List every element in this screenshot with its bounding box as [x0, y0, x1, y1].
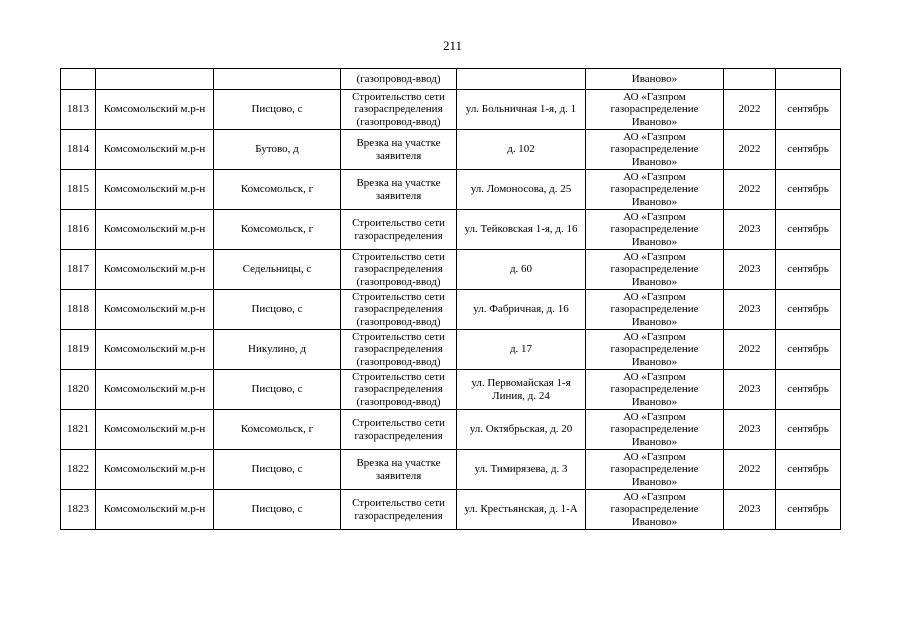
- locality-cell: Никулино, д: [214, 330, 341, 370]
- table-row: [61, 90, 841, 130]
- year-cell: 2023: [724, 490, 776, 530]
- table-row: [61, 210, 841, 250]
- address-cell: ул. Больничная 1-я, д. 1: [457, 90, 586, 130]
- row-number-cell: 1820: [61, 370, 96, 410]
- district-cell: [96, 69, 214, 90]
- year-cell: 2022: [724, 330, 776, 370]
- year-cell: 2022: [724, 170, 776, 210]
- locality-cell: Бутово, д: [214, 130, 341, 170]
- table-row: [61, 410, 841, 450]
- organization-cell: АО «Газпром газораспределение Иваново»: [586, 250, 724, 290]
- table-row: [61, 250, 841, 290]
- district-cell: Комсомольский м.р-н: [96, 370, 214, 410]
- year-cell: 2023: [724, 410, 776, 450]
- address-cell: д. 60: [457, 250, 586, 290]
- year-cell: 2022: [724, 450, 776, 490]
- work-type-cell: Строительство сети газораспределения: [341, 490, 457, 530]
- row-number-cell: 1816: [61, 210, 96, 250]
- district-cell: Комсомольский м.р-н: [96, 130, 214, 170]
- row-number-cell: 1823: [61, 490, 96, 530]
- month-cell: сентябрь: [776, 370, 841, 410]
- month-cell: сентябрь: [776, 210, 841, 250]
- organization-cell: АО «Газпром газораспределение Иваново»: [586, 210, 724, 250]
- year-cell: 2022: [724, 130, 776, 170]
- work-type-cell: Строительство сети газораспределения (газопровод-ввод): [341, 290, 457, 330]
- district-cell: Комсомольский м.р-н: [96, 290, 214, 330]
- locality-cell: Писцово, с: [214, 90, 341, 130]
- year-cell: 2023: [724, 210, 776, 250]
- table-row: [61, 330, 841, 370]
- organization-cell: Иваново»: [586, 69, 724, 90]
- locality-cell: Седельницы, с: [214, 250, 341, 290]
- page-number: 211: [442, 38, 463, 53]
- address-cell: ул. Октябрьская, д. 20: [457, 410, 586, 450]
- table-row: [61, 290, 841, 330]
- district-cell: Комсомольский м.р-н: [96, 170, 214, 210]
- work-type-cell: Врезка на участке заявителя: [341, 450, 457, 490]
- row-number-cell: 1817: [61, 250, 96, 290]
- locality-cell: Комсомольск, г: [214, 410, 341, 450]
- row-number-cell: 1822: [61, 450, 96, 490]
- month-cell: сентябрь: [776, 250, 841, 290]
- year-cell: 2023: [724, 370, 776, 410]
- district-cell: Комсомольский м.р-н: [96, 210, 214, 250]
- organization-cell: АО «Газпром газораспределение Иваново»: [586, 90, 724, 130]
- organization-cell: АО «Газпром газораспределение Иваново»: [586, 450, 724, 490]
- work-type-cell: (газопровод-ввод): [341, 69, 457, 90]
- address-cell: ул. Первомайская 1-я Линия, д. 24: [457, 370, 586, 410]
- table-row: [61, 490, 841, 530]
- month-cell: сентябрь: [776, 170, 841, 210]
- month-cell: сентябрь: [776, 290, 841, 330]
- work-type-cell: Строительство сети газораспределения (газопровод-ввод): [341, 90, 457, 130]
- work-type-cell: Строительство сети газораспределения (газопровод-ввод): [341, 250, 457, 290]
- row-number-cell: 1814: [61, 130, 96, 170]
- month-cell: сентябрь: [776, 450, 841, 490]
- address-cell: д. 102: [457, 130, 586, 170]
- year-cell: 2023: [724, 250, 776, 290]
- table-row: [61, 450, 841, 490]
- district-cell: Комсомольский м.р-н: [96, 330, 214, 370]
- work-type-cell: Врезка на участке заявителя: [341, 170, 457, 210]
- address-cell: ул. Ломоносова, д. 25: [457, 170, 586, 210]
- organization-cell: АО «Газпром газораспределение Иваново»: [586, 330, 724, 370]
- year-cell: 2023: [724, 290, 776, 330]
- row-number-cell: 1821: [61, 410, 96, 450]
- table-row: [61, 370, 841, 410]
- year-cell: 2022: [724, 90, 776, 130]
- month-cell: сентябрь: [776, 90, 841, 130]
- year-cell: [724, 69, 776, 90]
- month-cell: сентябрь: [776, 490, 841, 530]
- locality-cell: [214, 69, 341, 90]
- month-cell: сентябрь: [776, 130, 841, 170]
- locality-cell: Писцово, с: [214, 450, 341, 490]
- table-row: [61, 130, 841, 170]
- table-row: [61, 170, 841, 210]
- locality-cell: Писцово, с: [214, 290, 341, 330]
- row-number-cell: 1818: [61, 290, 96, 330]
- organization-cell: АО «Газпром газораспределение Иваново»: [586, 170, 724, 210]
- locality-cell: Писцово, с: [214, 370, 341, 410]
- locality-cell: Писцово, с: [214, 490, 341, 530]
- organization-cell: АО «Газпром газораспределение Иваново»: [586, 290, 724, 330]
- month-cell: сентябрь: [776, 330, 841, 370]
- district-cell: Комсомольский м.р-н: [96, 90, 214, 130]
- row-number-cell: 1815: [61, 170, 96, 210]
- address-cell: ул. Тимирязева, д. 3: [457, 450, 586, 490]
- address-cell: ул. Фабричная, д. 16: [457, 290, 586, 330]
- address-cell: ул. Тейковская 1-я, д. 16: [457, 210, 586, 250]
- gas-connection-table: [60, 68, 841, 530]
- organization-cell: АО «Газпром газораспределение Иваново»: [586, 130, 724, 170]
- district-cell: Комсомольский м.р-н: [96, 450, 214, 490]
- row-number-cell: 1813: [61, 90, 96, 130]
- month-cell: сентябрь: [776, 410, 841, 450]
- district-cell: Комсомольский м.р-н: [96, 410, 214, 450]
- address-cell: [457, 69, 586, 90]
- row-number-cell: 1819: [61, 330, 96, 370]
- address-cell: ул. Крестьянская, д. 1-А: [457, 490, 586, 530]
- organization-cell: АО «Газпром газораспределение Иваново»: [586, 370, 724, 410]
- work-type-cell: Врезка на участке заявителя: [341, 130, 457, 170]
- address-cell: д. 17: [457, 330, 586, 370]
- work-type-cell: Строительство сети газораспределения (газопровод-ввод): [341, 330, 457, 370]
- work-type-cell: Строительство сети газораспределения: [341, 410, 457, 450]
- work-type-cell: Строительство сети газораспределения: [341, 210, 457, 250]
- organization-cell: АО «Газпром газораспределение Иваново»: [586, 490, 724, 530]
- locality-cell: Комсомольск, г: [214, 170, 341, 210]
- district-cell: Комсомольский м.р-н: [96, 250, 214, 290]
- continuation-row: [61, 69, 841, 90]
- table-body: [61, 69, 841, 530]
- organization-cell: АО «Газпром газораспределение Иваново»: [586, 410, 724, 450]
- locality-cell: Комсомольск, г: [214, 210, 341, 250]
- row-number-cell: [61, 69, 96, 90]
- work-type-cell: Строительство сети газораспределения (газопровод-ввод): [341, 370, 457, 410]
- district-cell: Комсомольский м.р-н: [96, 490, 214, 530]
- month-cell: [776, 69, 841, 90]
